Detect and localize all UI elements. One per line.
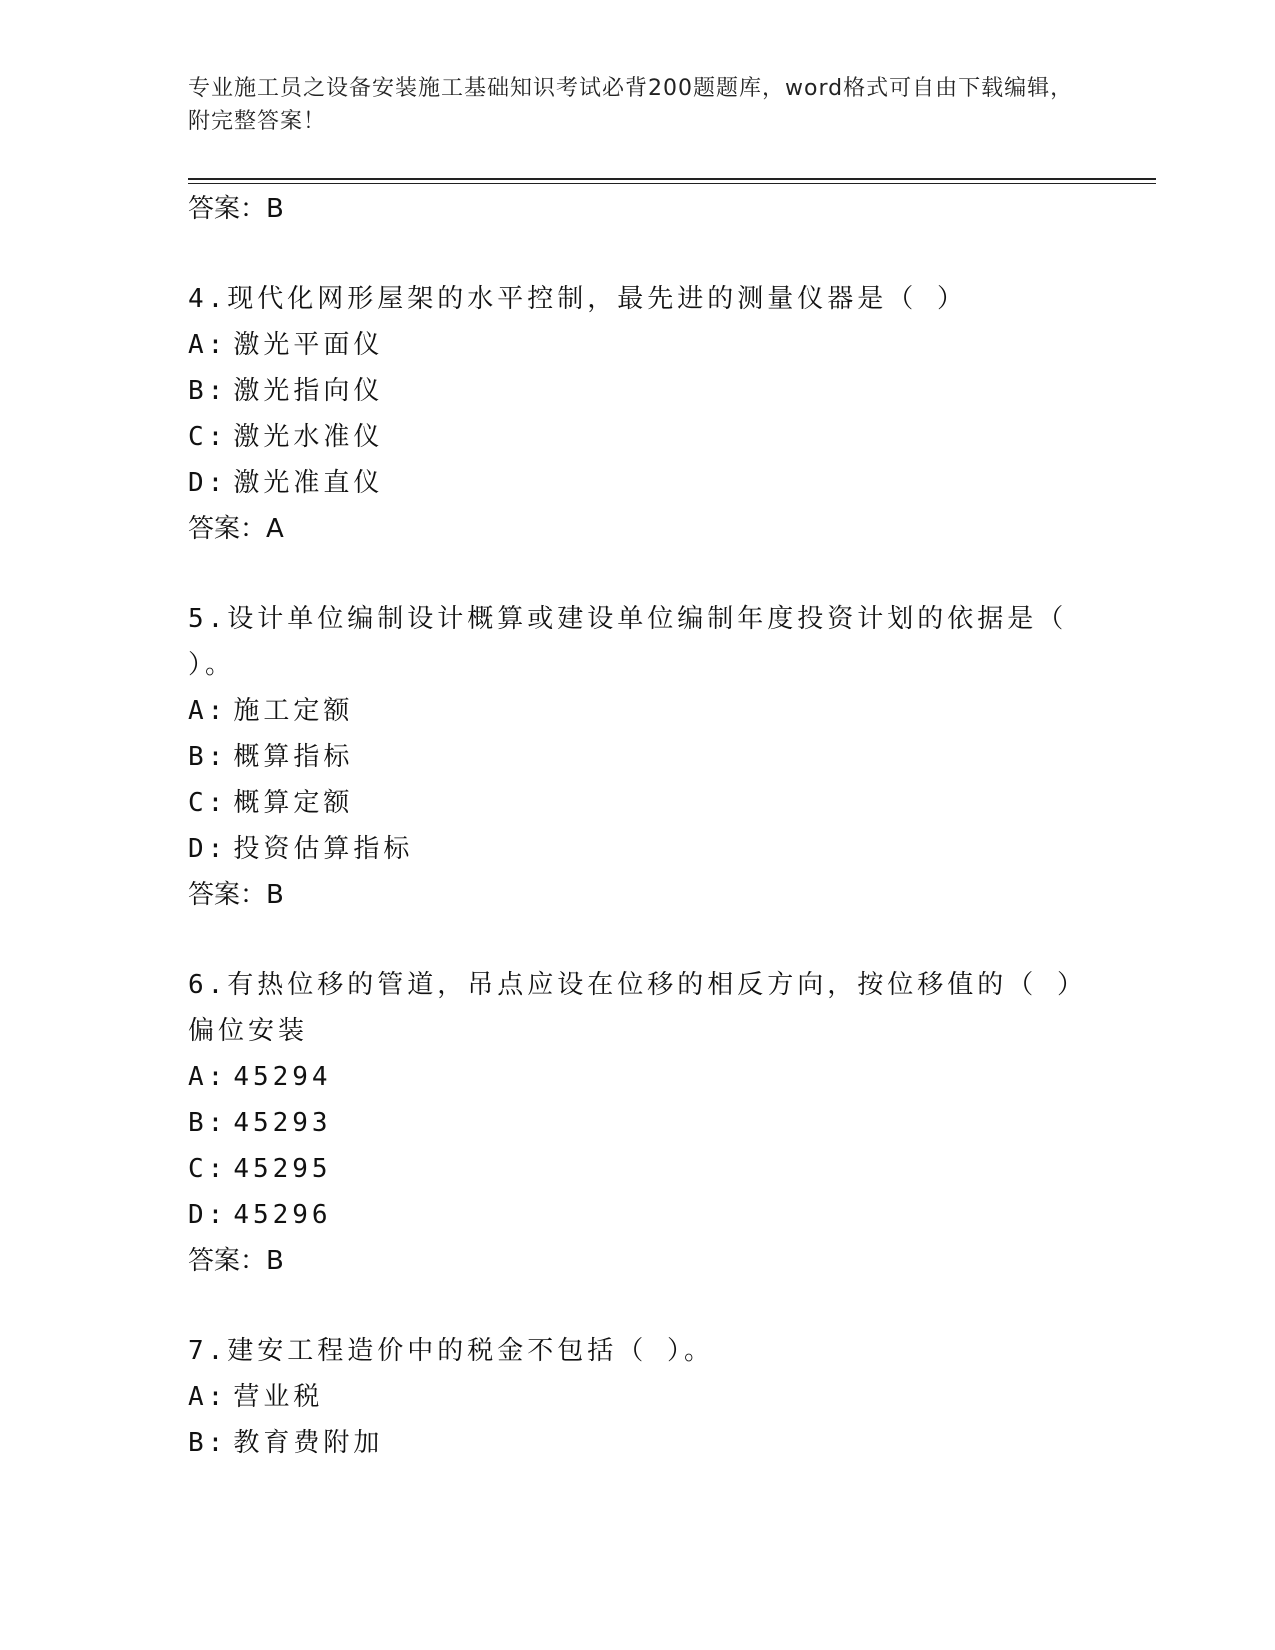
option-text: 45294 bbox=[233, 1062, 332, 1092]
option-letter: D: bbox=[188, 834, 228, 864]
question-stem: 7.建安工程造价中的税金不包括（ ）。 bbox=[188, 1336, 714, 1366]
option-a bbox=[188, 1374, 1088, 1420]
option-letter: C: bbox=[188, 422, 228, 452]
option-letter: B: bbox=[188, 1428, 228, 1458]
option-letter: A: bbox=[188, 1382, 228, 1412]
option-d bbox=[188, 826, 1088, 872]
option-letter: A: bbox=[188, 696, 228, 726]
option-text: 施工定额 bbox=[233, 696, 354, 726]
question-stem: 6.有热位移的管道，吊点应设在位移的相反方向，按位移值的（ ）偏位安装 bbox=[188, 970, 1087, 1046]
option-letter: C: bbox=[188, 1154, 228, 1184]
option-letter: B: bbox=[188, 376, 228, 406]
option-b bbox=[188, 1100, 1088, 1146]
option-d bbox=[188, 1192, 1088, 1238]
option-c bbox=[188, 780, 1088, 826]
option-b bbox=[188, 734, 1088, 780]
option-a bbox=[188, 1054, 1088, 1100]
option-text: 概算指标 bbox=[233, 742, 354, 772]
question-block bbox=[188, 962, 1088, 1284]
option-text: 45295 bbox=[233, 1154, 332, 1184]
document-header: 专业施工员之设备安装施工基础知识考试必背200题题库，word格式可自由下载编辑，附完整答案！ bbox=[188, 76, 1074, 134]
option-letter: D: bbox=[188, 1200, 228, 1230]
option-text: 45293 bbox=[233, 1108, 332, 1138]
option-c bbox=[188, 1146, 1088, 1192]
option-text: 激光平面仪 bbox=[233, 330, 384, 360]
question-block bbox=[188, 596, 1088, 918]
question-block bbox=[188, 276, 1088, 552]
option-text: 投资估算指标 bbox=[233, 834, 414, 864]
option-letter: D: bbox=[188, 468, 228, 498]
option-text: 营业税 bbox=[233, 1382, 324, 1412]
answer-label: 答案：B bbox=[188, 1246, 284, 1276]
option-a bbox=[188, 322, 1088, 368]
option-b bbox=[188, 368, 1088, 414]
question-stem: 5.设计单位编制设计概算或建设单位编制年度投资计划的依据是（ ）。 bbox=[188, 604, 1068, 680]
option-letter: C: bbox=[188, 788, 228, 818]
answer-label: 答案：B bbox=[188, 194, 284, 224]
option-letter: A: bbox=[188, 330, 228, 360]
option-text: 45296 bbox=[233, 1200, 332, 1230]
option-text: 激光指向仪 bbox=[233, 376, 384, 406]
option-text: 概算定额 bbox=[233, 788, 354, 818]
option-text: 教育费附加 bbox=[233, 1428, 384, 1458]
option-d bbox=[188, 460, 1088, 506]
answer-label: 答案：A bbox=[188, 514, 284, 544]
question-stem: 4.现代化网形屋架的水平控制，最先进的测量仪器是（ ） bbox=[188, 284, 967, 314]
option-b bbox=[188, 1420, 1088, 1466]
option-letter: B: bbox=[188, 742, 228, 772]
option-text: 激光准直仪 bbox=[233, 468, 384, 498]
question-list bbox=[188, 186, 1088, 1466]
answer-label: 答案：B bbox=[188, 880, 284, 910]
question-block bbox=[188, 1328, 1088, 1466]
option-text: 激光水准仪 bbox=[233, 422, 384, 452]
header-divider-thin bbox=[188, 183, 1156, 184]
option-letter: B: bbox=[188, 1108, 228, 1138]
header-divider-thick bbox=[188, 178, 1156, 180]
option-a bbox=[188, 688, 1088, 734]
option-c bbox=[188, 414, 1088, 460]
option-letter: A: bbox=[188, 1062, 228, 1092]
